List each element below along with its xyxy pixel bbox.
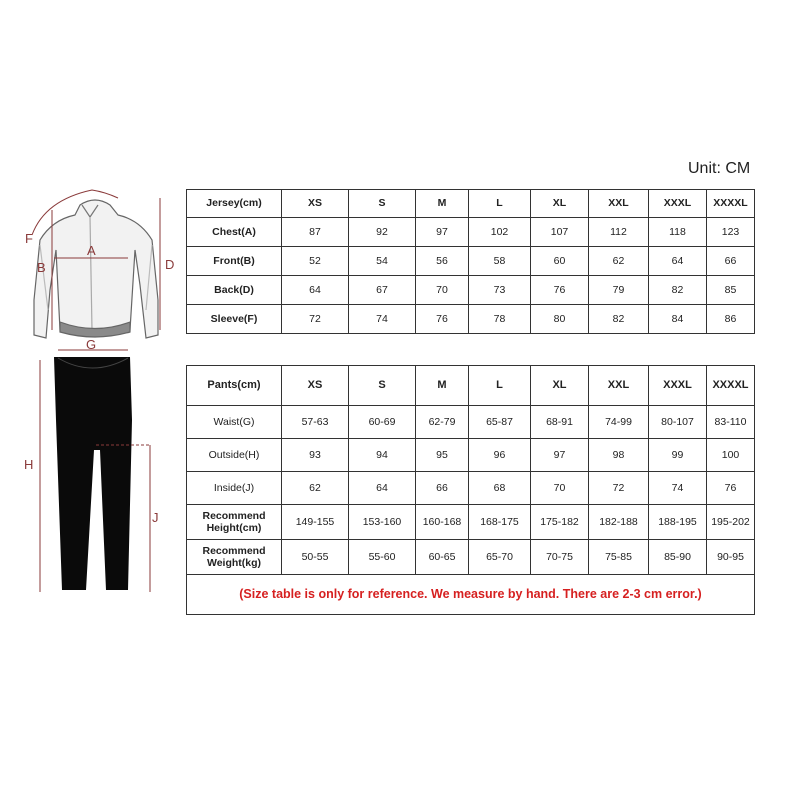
table-cell: 90-95: [707, 540, 755, 575]
pants-row-outside: [187, 439, 755, 472]
pants-header-cell: Pants(cm): [187, 366, 282, 406]
jersey-size-table: [186, 189, 755, 334]
table-cell: 94: [349, 439, 416, 472]
jersey-row-sleeve: [187, 305, 755, 334]
jersey-header-row: [187, 190, 755, 218]
table-cell: 175-182: [531, 505, 589, 540]
table-cell: 67: [349, 276, 416, 305]
table-cell: 118: [649, 218, 707, 247]
table-cell: 74: [649, 472, 707, 505]
pants-header-row: [187, 366, 755, 406]
table-cell: 70: [416, 276, 469, 305]
jersey-header-cell: XXL: [589, 190, 649, 218]
label-h: H: [24, 457, 34, 472]
table-cell: 74-99: [589, 406, 649, 439]
table-cell: 73: [469, 276, 531, 305]
label-a: A: [87, 243, 96, 258]
table-cell: 70: [531, 472, 589, 505]
table-cell: 195-202: [707, 505, 755, 540]
table-cell: 123: [707, 218, 755, 247]
label-d: D: [165, 257, 175, 272]
table-cell: 87: [282, 218, 349, 247]
jersey-header-cell: XL: [531, 190, 589, 218]
table-cell: 50-55: [282, 540, 349, 575]
table-cell: 60: [531, 247, 589, 276]
table-cell: 68: [469, 472, 531, 505]
table-cell: 160-168: [416, 505, 469, 540]
table-cell: 64: [282, 276, 349, 305]
label-f: F: [25, 231, 33, 246]
table-cell: 70-75: [531, 540, 589, 575]
table-cell: 76: [707, 472, 755, 505]
table-cell: 62-79: [416, 406, 469, 439]
table-cell: 54: [349, 247, 416, 276]
table-cell: 95: [416, 439, 469, 472]
jersey-row-front: [187, 247, 755, 276]
table-cell: 102: [469, 218, 531, 247]
table-cell: 98: [589, 439, 649, 472]
row-label: Back(D): [187, 276, 282, 305]
table-cell: 112: [589, 218, 649, 247]
table-cell: 60-69: [349, 406, 416, 439]
table-cell: 84: [649, 305, 707, 334]
row-label: Front(B): [187, 247, 282, 276]
table-cell: 76: [531, 276, 589, 305]
table-cell: 97: [416, 218, 469, 247]
table-cell: 60-65: [416, 540, 469, 575]
row-label-line: Weight(kg): [206, 557, 262, 569]
pants-illustration: [54, 357, 132, 590]
table-cell: 82: [649, 276, 707, 305]
jersey-header-cell: L: [469, 190, 531, 218]
table-cell: 85: [707, 276, 755, 305]
table-cell: 65-87: [469, 406, 531, 439]
table-cell: 93: [282, 439, 349, 472]
pants-row-waist: [187, 406, 755, 439]
table-cell: 107: [531, 218, 589, 247]
row-label: Waist(G): [187, 406, 282, 439]
pants-header-cell: XL: [531, 366, 589, 406]
table-cell: 64: [349, 472, 416, 505]
row-label: Outside(H): [187, 439, 282, 472]
table-cell: 80: [531, 305, 589, 334]
label-b: B: [37, 260, 46, 275]
jersey-header-cell: M: [416, 190, 469, 218]
table-cell: 62: [282, 472, 349, 505]
pants-row-recommend-height: [187, 505, 755, 540]
pants-header-cell: XXXXL: [707, 366, 755, 406]
unit-label: Unit: CM: [688, 160, 751, 177]
row-label-line: Recommend: [202, 509, 266, 522]
table-cell: 168-175: [469, 505, 531, 540]
table-cell: 66: [707, 247, 755, 276]
jersey-row-chest: [187, 218, 755, 247]
table-cell: 75-85: [589, 540, 649, 575]
jersey-header-cell: S: [349, 190, 416, 218]
pants-header-cell: XXL: [589, 366, 649, 406]
table-cell: 58: [469, 247, 531, 276]
table-cell: 92: [349, 218, 416, 247]
table-cell: 76: [416, 305, 469, 334]
label-g: G: [86, 337, 97, 352]
size-disclaimer-note: (Size table is only for reference. We measure by hand. There are 2-3 cm error.): [187, 575, 755, 615]
table-cell: 65-70: [469, 540, 531, 575]
row-label: Sleeve(F): [187, 305, 282, 334]
pants-header-cell: XS: [282, 366, 349, 406]
table-cell: 83-110: [707, 406, 755, 439]
pants-row-recommend-weight: [187, 540, 755, 575]
jersey-row-back: [187, 276, 755, 305]
table-cell: 82: [589, 305, 649, 334]
row-label: Chest(A): [187, 218, 282, 247]
jersey-illustration: [34, 200, 158, 338]
table-cell: 100: [707, 439, 755, 472]
table-cell: 149-155: [282, 505, 349, 540]
table-cell: 52: [282, 247, 349, 276]
jersey-header-cell: Jersey(cm): [187, 190, 282, 218]
table-cell: 55-60: [349, 540, 416, 575]
table-cell: 153-160: [349, 505, 416, 540]
pants-header-cell: XXXL: [649, 366, 707, 406]
table-cell: 74: [349, 305, 416, 334]
table-cell: 96: [469, 439, 531, 472]
table-cell: 80-107: [649, 406, 707, 439]
pants-size-table: [186, 365, 755, 615]
table-cell: 182-188: [589, 505, 649, 540]
table-cell: 97: [531, 439, 589, 472]
pants-row-inside: [187, 472, 755, 505]
table-cell: 86: [707, 305, 755, 334]
row-label: [187, 540, 282, 575]
table-cell: 72: [589, 472, 649, 505]
row-label-line: Height(cm): [206, 522, 262, 534]
table-cell: 57-63: [282, 406, 349, 439]
table-cell: 56: [416, 247, 469, 276]
table-cell: 62: [589, 247, 649, 276]
table-cell: 68-91: [531, 406, 589, 439]
jersey-header-cell: XXXXL: [707, 190, 755, 218]
table-cell: 188-195: [649, 505, 707, 540]
jersey-header-cell: XS: [282, 190, 349, 218]
table-cell: 64: [649, 247, 707, 276]
table-cell: 72: [282, 305, 349, 334]
table-cell: 85-90: [649, 540, 707, 575]
row-label-line: Recommend: [202, 544, 266, 557]
jersey-header-cell: XXXL: [649, 190, 707, 218]
table-cell: 99: [649, 439, 707, 472]
pants-header-cell: S: [349, 366, 416, 406]
label-j: J: [152, 510, 159, 525]
pants-header-cell: M: [416, 366, 469, 406]
table-cell: 78: [469, 305, 531, 334]
pants-header-cell: L: [469, 366, 531, 406]
table-cell: 79: [589, 276, 649, 305]
row-label: Inside(J): [187, 472, 282, 505]
pants-note-row: [187, 575, 755, 615]
row-label: [187, 505, 282, 540]
table-cell: 66: [416, 472, 469, 505]
